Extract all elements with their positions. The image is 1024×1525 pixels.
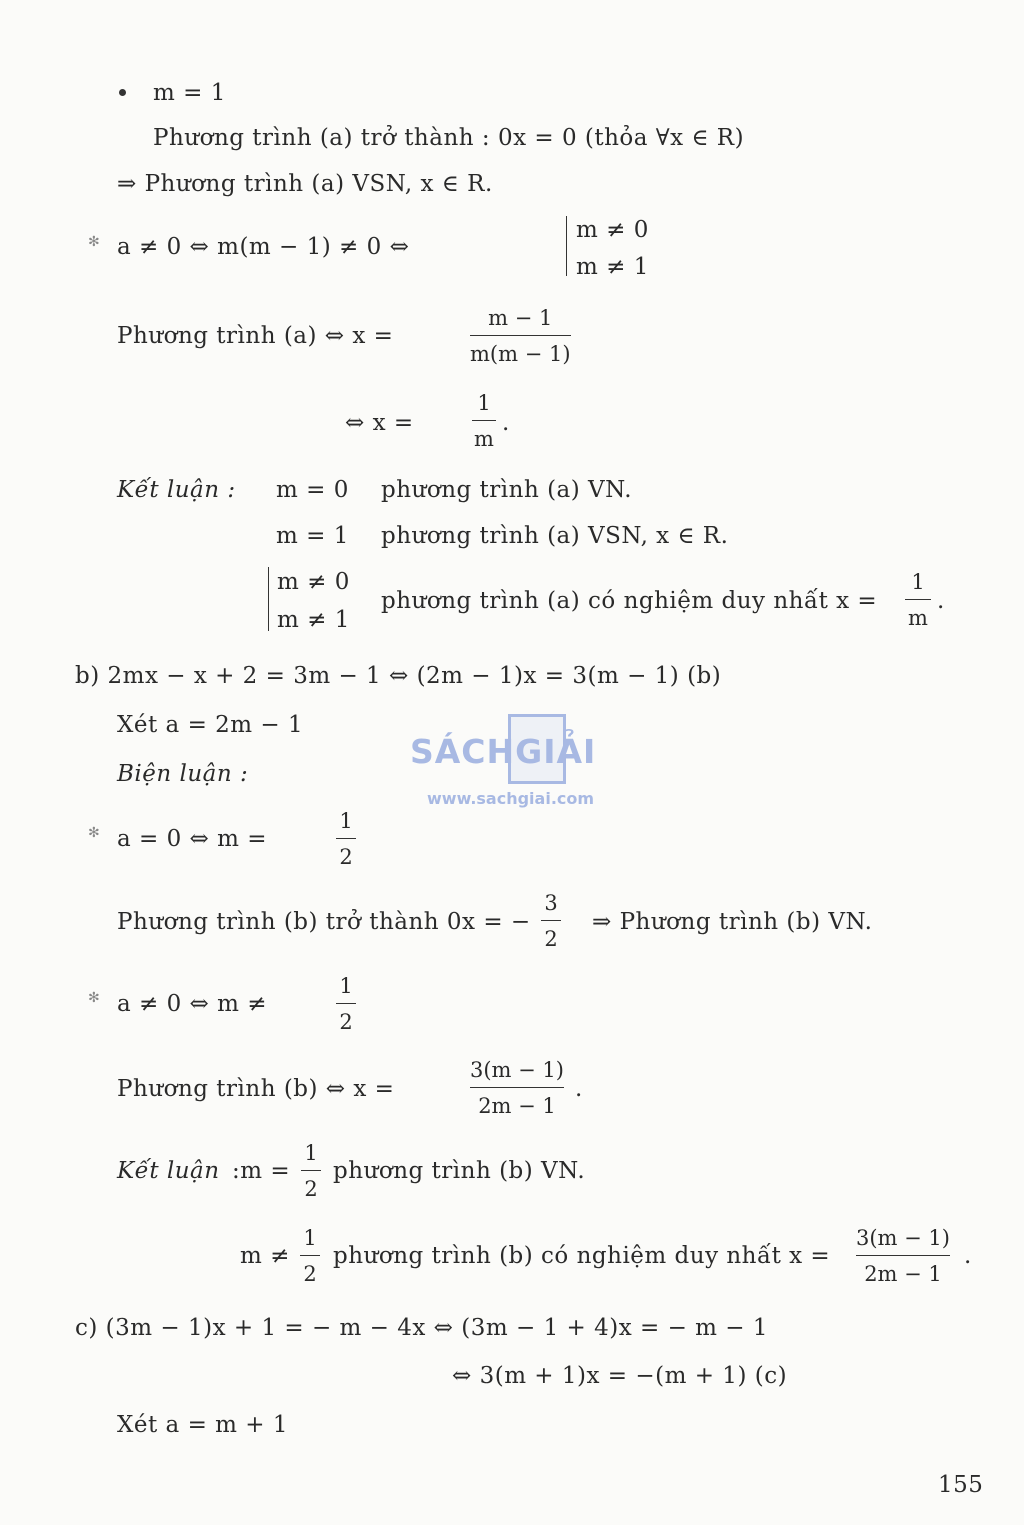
m1-equation: Phương trình (a) trở thành : 0x = 0 (thỏa ∀x ∈ R) bbox=[153, 125, 745, 151]
b-conclusion-1-m: :m = bbox=[232, 1158, 291, 1184]
b-pt-equivalence: Phương trình (b) ⇔ x = bbox=[117, 1076, 395, 1102]
fraction-b-kl2 bbox=[300, 1228, 320, 1285]
fraction-3-den: m bbox=[908, 606, 928, 631]
iff-x: ⇔ x = bbox=[345, 410, 414, 436]
part-b-consider: Xét a = 2m − 1 bbox=[117, 712, 304, 738]
fraction-bar bbox=[301, 1170, 321, 1171]
fraction-b-kl1 bbox=[301, 1143, 321, 1200]
fraction-b0-den: 2 bbox=[339, 845, 353, 870]
fraction-b-pt1-den: 2m − 1 bbox=[478, 1094, 556, 1119]
system-bottom: m ≠ 1 bbox=[576, 254, 649, 280]
bullet-icon bbox=[119, 89, 126, 96]
conclusion-1-text: phương trình (a) VN. bbox=[381, 477, 633, 503]
b-a-nonzero: a ≠ 0 ⇔ m ≠ bbox=[117, 991, 268, 1017]
conclusion-2-text: phương trình (a) VSN, x ∈ R. bbox=[381, 523, 729, 549]
b-conclusion-2-text: phương trình (b) có nghiệm duy nhất x = bbox=[333, 1243, 831, 1269]
m1-conclusion: ⇒ Phương trình (a) VSN, x ∈ R. bbox=[117, 171, 493, 197]
b-a-zero: a = 0 ⇔ m = bbox=[117, 826, 268, 852]
fraction-b0 bbox=[336, 811, 356, 868]
fraction-b-kl1-num: 1 bbox=[304, 1141, 318, 1165]
fraction-b-kl2-x-den: 2m − 1 bbox=[864, 1262, 942, 1287]
fraction-b-pt1-num: 3(m − 1) bbox=[470, 1058, 564, 1082]
period: . bbox=[937, 588, 945, 614]
fraction-b1-num: 1 bbox=[339, 974, 353, 998]
part-c-consider: Xét a = m + 1 bbox=[117, 1412, 288, 1438]
fraction-bar bbox=[336, 1003, 356, 1004]
a-nonzero-condition: a ≠ 0 ⇔ m(m − 1) ≠ 0 ⇔ bbox=[117, 234, 410, 260]
system-brace bbox=[566, 216, 567, 276]
watermark-logo bbox=[410, 712, 620, 782]
fraction-b1 bbox=[336, 976, 356, 1033]
fraction-b-kl1-den: 2 bbox=[304, 1177, 318, 1202]
conclusion-2-m: m = 1 bbox=[276, 523, 349, 549]
fraction-b-pt0-den: 2 bbox=[544, 927, 558, 952]
asterisk-icon: ✻ bbox=[88, 825, 100, 841]
fraction-b-pt0 bbox=[541, 893, 561, 950]
conclusion-label: Kết luận : bbox=[117, 477, 236, 503]
system-brace bbox=[268, 567, 269, 631]
fraction-1-den: m(m − 1) bbox=[470, 342, 571, 367]
fraction-2-num: 1 bbox=[477, 391, 491, 415]
part-b-discussion-label: Biện luận : bbox=[117, 761, 249, 787]
b-conclusion-label: Kết luận bbox=[117, 1158, 220, 1184]
asterisk-icon: ✻ bbox=[88, 990, 100, 1006]
fraction-3 bbox=[905, 572, 931, 629]
conclusion-1-m: m = 0 bbox=[276, 477, 349, 503]
part-c-equation: c) (3m − 1)x + 1 = − m − 4x ⇔ (3m − 1 + 4)x = − m − 1 bbox=[75, 1315, 768, 1341]
fraction-b-pt0-num: 3 bbox=[544, 891, 558, 915]
part-c-equation-2: ⇔ 3(m + 1)x = −(m + 1) (c) bbox=[452, 1363, 788, 1389]
fraction-2 bbox=[472, 393, 496, 450]
fraction-bar bbox=[336, 838, 356, 839]
fraction-b-kl2-den: 2 bbox=[303, 1262, 317, 1287]
fraction-3-num: 1 bbox=[911, 570, 925, 594]
fraction-b-kl2-x bbox=[856, 1228, 950, 1285]
fraction-1-num: m − 1 bbox=[488, 306, 553, 330]
case-m1: m = 1 bbox=[153, 80, 226, 106]
fraction-1 bbox=[470, 308, 571, 365]
fraction-bar bbox=[472, 420, 496, 421]
conclusion-3-bottom: m ≠ 1 bbox=[277, 607, 350, 633]
fraction-bar bbox=[856, 1255, 950, 1256]
conclusion-3-text: phương trình (a) có nghiệm duy nhất x = bbox=[381, 588, 878, 614]
fraction-bar bbox=[470, 335, 571, 336]
fraction-b-pt1 bbox=[470, 1060, 564, 1117]
fraction-bar bbox=[541, 920, 561, 921]
fraction-b0-num: 1 bbox=[339, 809, 353, 833]
asterisk-icon: ✻ bbox=[88, 234, 100, 250]
fraction-2-den: m bbox=[474, 427, 494, 452]
fraction-bar bbox=[470, 1087, 564, 1088]
part-b-equation: b) 2mx − x + 2 = 3m − 1 ⇔ (2m − 1)x = 3(m − 1) (b) bbox=[75, 663, 722, 689]
b-conclusion-1-text: phương trình (b) VN. bbox=[333, 1158, 586, 1184]
b-pt-zero: Phương trình (b) trở thành 0x = − bbox=[117, 909, 531, 935]
watermark-url: www.sachgiai.com bbox=[427, 789, 595, 808]
fraction-b-kl2-num: 1 bbox=[303, 1226, 317, 1250]
fraction-b-kl2-x-num: 3(m − 1) bbox=[856, 1226, 950, 1250]
pt-a-equivalence: Phương trình (a) ⇔ x = bbox=[117, 323, 394, 349]
conclusion-3-top: m ≠ 0 bbox=[277, 569, 350, 595]
period: . bbox=[575, 1076, 583, 1102]
system-top: m ≠ 0 bbox=[576, 217, 649, 243]
fraction-bar bbox=[300, 1255, 320, 1256]
fraction-b1-den: 2 bbox=[339, 1010, 353, 1035]
fraction-bar bbox=[905, 599, 931, 600]
b-pt-zero-tail: ⇒ Phương trình (b) VN. bbox=[592, 909, 873, 935]
b-conclusion-2-m: m ≠ bbox=[240, 1243, 290, 1269]
period: . bbox=[502, 410, 510, 436]
page-number: 155 bbox=[938, 1472, 984, 1498]
watermark-brand: SÁCHGIẢI bbox=[410, 732, 597, 771]
period: . bbox=[964, 1243, 972, 1269]
